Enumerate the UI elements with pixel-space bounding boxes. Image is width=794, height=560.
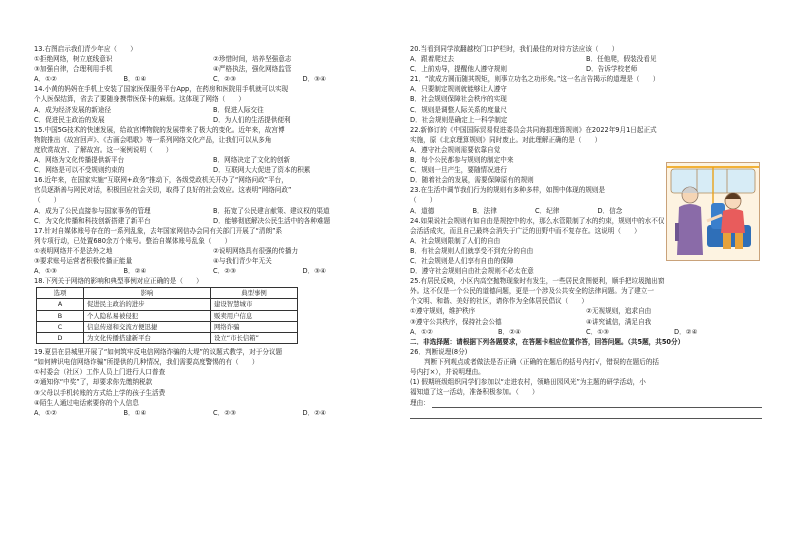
- left-column: [34, 44, 392, 418]
- q25-line-2: 外。这不仅是一个公民的道德问题，更是一个涉及公共安全的法律问题。为了建立一: [410, 287, 654, 296]
- q15-line-2: 物院推出《故宫回声》、《古画会唱歌》等一系列网络文化产品，让我们可以从多角: [34, 135, 272, 144]
- table-header-row: 选项 影响 典型事例: [37, 288, 298, 299]
- q18-table: [36, 287, 298, 344]
- q22-opt-a: A．遵守社会规则需要依靠自觉: [410, 145, 501, 154]
- q22-opt-c: C．规则一旦产生，要随情况进行: [410, 166, 507, 175]
- q21-opt-b: B．社会规则保障社会秩序的实现: [410, 95, 507, 104]
- q16-line-3: （ ）: [34, 196, 61, 205]
- q15-line-3: 度欣赏故宫、了解故宫。这一案例说明（ ）: [34, 145, 173, 154]
- q22-line-2: 实施，原《北京理算规则》同时废止。对此理解正确的是（ ）: [410, 135, 602, 144]
- q17-opt-1: ①表明网络并不是法外之地: [34, 246, 113, 255]
- q14-line-1: 14.小黄的妈妈在手机上安装了国家医保服务平台App，在药房和医院用手机就可以实现: [34, 85, 289, 94]
- q24-opt-a: A．社会规则限制了人们的自由: [410, 236, 501, 245]
- answer-line[interactable]: [410, 409, 762, 419]
- q13-choices: A．①② B．①④ C．②③ D．③④: [34, 75, 326, 84]
- q25-line-1: 25.有居民反映，小区内高空抛物现象时有发生，一些居民贪图便利，顺手把垃圾抛出窗: [410, 277, 665, 286]
- q21-stem: 21．“欲成方圆而随其规矩，则事立功名之功形矣。”这一名言告揭示的道理是（ ）: [410, 75, 660, 84]
- table-row: C 信息传递和交流方便迅捷 网络诈骗: [37, 321, 298, 332]
- q14-line-2: 个人医保结算，省去了要随身携带医保卡的麻烦。这体现了网络（ ）: [34, 95, 245, 104]
- q13-stem: 13.右图启示我们青少年应（ ）: [34, 45, 137, 53]
- bus-scene-illustration: [667, 163, 759, 260]
- q14-opt-a: A．成为经济发展的新途径: [34, 105, 112, 114]
- table-row: B 个人隐私易被侵犯 贩卖用户信息: [37, 310, 298, 321]
- q22-opt-b: B．每个公民都参与规则的制定中来: [410, 156, 514, 165]
- q24-opt-d: D．遵守社会规则自由社会规则不必太在意: [410, 267, 534, 276]
- q24-line-1: 24.如果说社会规则有如自由是规控中的水，那么水管限制了水的约束，规则中的水不仅: [410, 216, 665, 225]
- q19-opt-3: ③父母以手机转账的方式给上学的孩子生活费: [34, 388, 166, 397]
- q26-line-1: 判断下列观点或者做法是否正确（正确的在题后的括号内打√，错误的在题后的括: [424, 357, 659, 366]
- q16-line-1: 16.近年来，在国家实施“互联网+政务”推动下，各级党政机关开办了“网络问政”平台，: [34, 176, 288, 185]
- q13-opt-1: ①拒绝网络，树立底线意识: [34, 55, 113, 64]
- q25-choices: A．①② B．②④ C．①③ D．②④: [410, 327, 698, 336]
- q19-choices: A．①② B．①④ C．②③ D．②④: [34, 408, 326, 417]
- q23-choices: A．道德 B．法律 C．纪律 D．信念: [410, 206, 623, 215]
- q24-opt-c: C．社会规则是人们享有自由的保障: [410, 256, 514, 265]
- q17-opt-3: ③要求账号运营者积极传播正能量: [34, 256, 133, 265]
- illustration-bus-seat: [666, 162, 760, 261]
- reason-label: 理由：: [410, 399, 430, 408]
- section-heading: 二．非选择题：请根据下列各题要求，在答题卡相应位置作答，回答问题。（共5题，共50分）: [410, 337, 685, 346]
- q17-opt-4: ④与我们青少年无关: [213, 256, 272, 265]
- q17-line-1: 17.针对自媒体账号存在的一系列乱象，去年国家网信办会同有关部门开展了“清朗”系: [34, 226, 283, 235]
- q15-opt-b: B．网络决定了文化的创新: [213, 156, 291, 165]
- table-row: D 为文化传播搭建新平台 设立“市长信箱”: [37, 333, 298, 344]
- q19-line-1: 19.夏县在县城里开展了“如何筑牢反电信网络诈骗的大堤”的议题式教学，对于分议题: [34, 348, 283, 357]
- q25-opt-4: ④讲究诚信，满足自我: [586, 317, 652, 326]
- q19-opt-2: ②通知你“中奖”了，却要求你先缴纳税款: [34, 378, 153, 387]
- q19-opt-1: ①村委会（社区）工作人员上门进行人口普查: [34, 368, 166, 377]
- q16-line-2: 官员逐渐善与网民对话，积极回应社会关切，取得了良好的社会效应。这表明“网络问政”: [34, 186, 292, 195]
- q13-opt-4: ④严格执法，强化网络监管: [213, 65, 292, 74]
- q21-opt-c: C．规则是调整人际关系的度量尺: [410, 105, 507, 114]
- q18-stem: 18.下列关于网络的影响和典型事例对应正确的是（ ）: [34, 277, 203, 286]
- q22-line-1: 22.新修订的《中国国际贸易促进委员会共同海损理算规则》在2022年9月1日起正式: [410, 125, 657, 134]
- q20-opt-d: D．告诉学校老师: [586, 65, 638, 74]
- q15-line-1: 15.中国5G技术的快速发展，给故宫博物院的发展带来了极大的变化。近年来，故宫博: [34, 125, 285, 134]
- table-row: A 促进民主政治的进步 建设智慧城市: [37, 299, 298, 310]
- q14-opt-b: B．促进人际交往: [213, 105, 264, 114]
- q20-stem: 20.当看到同学欲翻越校门口护栏时，我们最佳的对待方法应该（ ）: [410, 45, 619, 53]
- q15-opt-a: A．网络为文化传播提供新平台: [34, 156, 125, 165]
- q19-line-2: “如何辨识电信网络诈骗”所提供的几种情况，我们需要高度警惕的有（ ）: [34, 358, 259, 367]
- q16-opt-b: B．拓宽了公民建言献策、建议权的渠道: [213, 206, 330, 215]
- q19-opt-4: ④陌生人通过电话索要你的个人信息: [34, 398, 139, 407]
- q26-line-3: (1) 假期班级组织同学们参加以“走进农村，领略田园风光”为主题的研学活动，小: [410, 378, 646, 387]
- q16-opt-d: D．能够彻底解决公民生活中的各种难题: [213, 216, 331, 225]
- q25-line-3: 个文明、和谐、美好的社区，请你作为全体居民倡议（ ）: [410, 297, 589, 306]
- q13-opt-2: ②珍惜时间，培养坚强意志: [213, 55, 292, 64]
- q21-opt-d: D．社会规则是确定上一科学制定: [410, 115, 508, 124]
- q26-title: 26．判断说理(8分): [410, 347, 468, 356]
- q22-opt-d: D．随着社会的发展，需要保障原有的规则: [410, 176, 534, 185]
- q25-opt-2: ②无视规则，追求自由: [586, 307, 652, 316]
- q15-opt-c: C．网络是可以不受规则约束的: [34, 166, 125, 175]
- q14-opt-c: C．促进民主政治的发展: [34, 115, 105, 124]
- q20-opt-a: A．跟着爬过去: [410, 55, 455, 64]
- q14-opt-d: D．为人们的生活提供便利: [213, 115, 291, 124]
- q20-opt-b: B．任他爬，假装没看见: [586, 55, 657, 64]
- q17-line-2: 列专项行动，已处置680余万个账号。整治自媒体账号乱象（ ）: [34, 236, 232, 245]
- q24-line-2: 会活活成灾，而且自己最终会消失于广泛的田野中而不复存在。这说明（ ）: [410, 226, 641, 235]
- answer-line[interactable]: [432, 398, 762, 408]
- q26-line-2: 号内打×），并说明理由。: [410, 368, 485, 376]
- q23-line-1: 23.在生活中调节我们行为的规则有多种多样，如图中体现的规则是: [410, 186, 606, 195]
- q15-opt-d: D．互联网大大促进了资本的积累: [213, 166, 311, 175]
- q25-opt-1: ①遵守规则，维护秩序: [410, 307, 476, 316]
- q20-opt-c: C．上前劝导，提醒他人遵守规则: [410, 65, 507, 74]
- q25-opt-3: ③遵守公共秩序，保持社会公德: [410, 317, 502, 326]
- q16-opt-a: A．成为了公民直接参与国家事务的管理: [34, 206, 151, 215]
- q17-opt-2: ②说明网络具有很强的传播力: [213, 246, 299, 255]
- q16-opt-c: C．为文化传播和科技创新搭建了新平台: [34, 216, 151, 225]
- q23-line-2: （ ）: [410, 196, 437, 205]
- q21-opt-a: A．只要制定规则就能够让人遵守: [410, 85, 507, 94]
- q17-choices: A．①③ B．②④ C．②③ D．③④: [34, 267, 326, 276]
- right-column: [410, 44, 762, 420]
- q13-opt-3: ③加强自律，合理利用手机: [34, 65, 113, 74]
- q24-opt-b: B．有社会规则人们就享受不到充分的自由: [410, 246, 534, 255]
- q26-line-4: 福知道了这一活动，准备积极参加。（ ）: [410, 388, 539, 397]
